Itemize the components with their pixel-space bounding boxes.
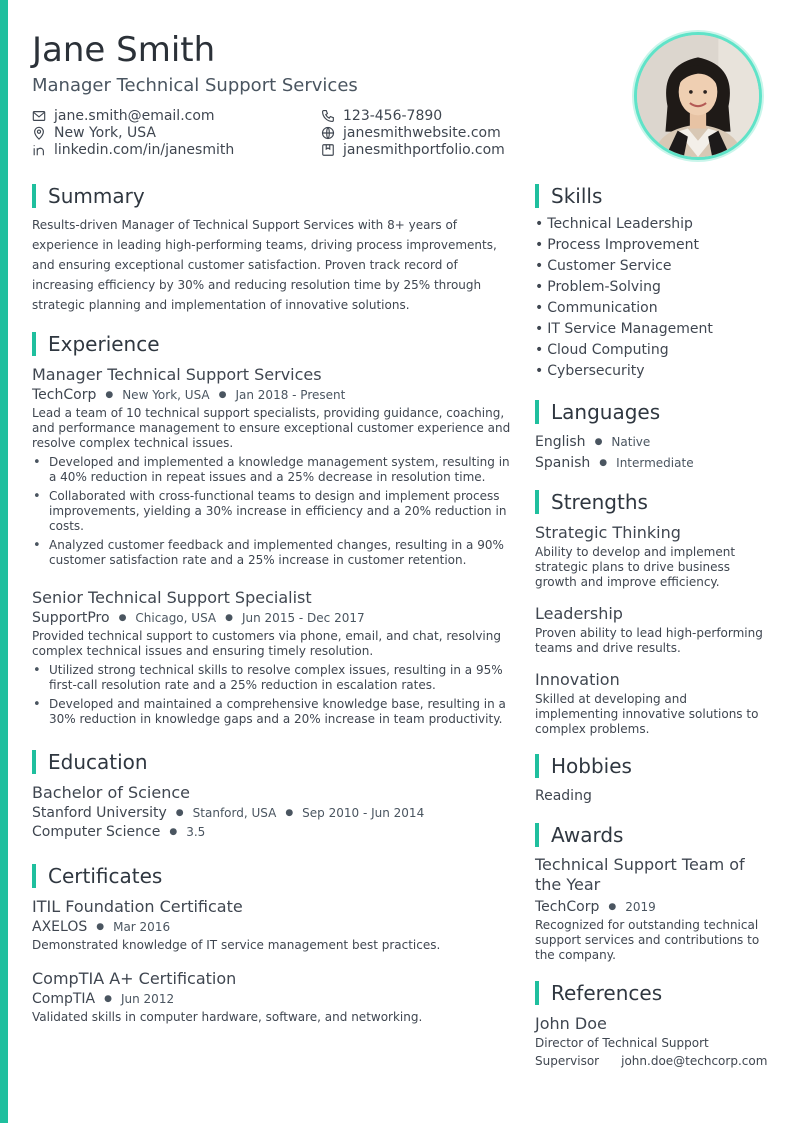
section-accent [535,754,539,778]
gpa: 3.5 [186,825,206,839]
section-accent [535,490,539,514]
certificate-description: Validated skills in computer hardware, software, and networking. [32,1010,423,1024]
section-accent [32,750,36,774]
strength-description: Skilled at developing and implementing innovative solutions to complex problems. [535,692,759,736]
languages-heading-text: Languages [551,400,661,424]
languages-heading [535,400,660,424]
job-bullets [32,455,512,568]
contact-linkedin-text: linkedin.com/in/janesmith [54,142,235,158]
candidate-name: Jane Smith [32,30,216,70]
certificate-meta [32,991,512,1007]
certificate-name: ITIL Foundation Certificate [32,897,243,916]
separator-dot: ● [594,436,603,447]
references-heading [535,981,662,1005]
hobbies-heading-text: Hobbies [551,754,632,778]
award-year: 2019 [625,900,656,914]
certificate-name: CompTIA A+ Certification [32,969,237,988]
strengths-heading [535,490,648,514]
experience-heading-text: Experience [48,332,160,356]
job-meta [32,387,512,403]
education-meta [32,805,512,821]
contact-website[interactable] [321,125,501,141]
reference-entry [535,1014,770,1068]
accent-bar [0,0,8,1123]
contact-linkedin[interactable] [32,142,234,158]
reference-relationship: Supervisor [535,1054,600,1068]
location-pin-icon [32,126,46,140]
skill-item: • Technical Leadership [535,216,693,232]
strength-description: Proven ability to lead high-performing teams and drive results. [535,626,763,655]
language-name: English [535,433,586,450]
experience-heading [32,332,160,356]
summary-text: Results-driven Manager of Technical Support Services with 8+ years of experience in leading high-performing teams, driving process improvements, and ensuring exceptional customer satisfaction. Proven track record of increasing efficiency by 30% and reducing resolution time by 25% through strategic planning and implementation of innovative solutions. [32,218,497,312]
award-entry [535,855,770,963]
award-organization: TechCorp [535,899,600,915]
contact-location-text: New York, USA [54,125,156,141]
references-heading-text: References [551,981,663,1005]
field-of-study: Computer Science [32,824,161,840]
job-description: Lead a team of 10 technical support specialists, providing guidance, coaching, and performance management to ensure exceptional customer experience and resolve complex technical issues. [32,406,511,450]
skill-item: • Cybersecurity [535,363,645,379]
skills-list [535,214,770,382]
award-title: Technical Support Team of the Year [535,855,745,894]
contact-phone[interactable] [321,108,442,124]
strength-title: Strategic Thinking [535,523,681,542]
contact-location [32,125,156,141]
certificate-issuer: AXELOS [32,919,88,935]
contact-website-text: janesmithwebsite.com [343,125,501,141]
job-description: Provided technical support to customers via phone, email, and chat, resolving complex technical issues and ensuring timely resolution. [32,629,501,658]
separator-dot: ● [608,902,617,912]
strength-description: Ability to develop and implement strategic plans to drive business growth and improve efficiency. [535,545,736,589]
list-item: • Analyzed customer feedback and implemented changes, resulting in a 90% customer satisfaction rate and a 25% increase in customer retention. [32,538,512,568]
certificate-date: Mar 2016 [113,920,171,934]
skill-item: • Problem-Solving [535,279,661,295]
contact-portfolio-text: janesmithportfolio.com [343,142,505,158]
contact-portfolio[interactable] [321,142,505,158]
job-dates: Jun 2015 - Dec 2017 [241,611,365,625]
section-accent [535,184,539,208]
skills-heading-text: Skills [551,184,603,208]
education-entry [32,783,512,840]
awards-heading-text: Awards [551,823,624,847]
separator-dot: ● [285,808,294,818]
strength-title: Leadership [535,604,623,623]
summary-heading-text: Summary [48,184,145,208]
award-meta [535,899,770,915]
job-meta [32,610,512,626]
certificates-heading [32,864,162,888]
job-title: Manager Technical Support Services [32,365,322,384]
hobbies-heading [535,754,632,778]
separator-dot: ● [118,613,127,623]
school: Stanford University [32,805,167,821]
skill-item: • Customer Service [535,258,672,274]
job-entry [32,588,512,727]
language-item [535,431,770,452]
job-dates: Jan 2018 - Present [235,388,346,402]
separator-dot: ● [225,613,233,623]
hobbies-list [535,786,770,807]
section-accent [535,400,539,424]
skill-item: • Process Improvement [535,237,700,253]
degree: Bachelor of Science [32,783,190,802]
separator-dot: ● [96,922,105,932]
award-description: Recognized for outstanding technical support services and contributions to the company. [535,918,760,962]
mail-icon [32,109,46,123]
skill-item: • Cloud Computing [535,342,669,358]
hobby-item: Reading [535,788,592,804]
certificate-issuer: CompTIA [32,991,96,1007]
contact-email[interactable] [32,108,215,124]
education-field-row [32,824,512,840]
strength-item [535,523,770,590]
strength-item [535,604,770,656]
list-item: • Developed and maintained a comprehensive knowledge base, resulting in a 30% reduction in knowledge gaps and a 20% increase in team productivity. [32,697,512,727]
job-company: SupportPro [32,610,110,626]
section-accent [32,864,36,888]
job-bullets [32,663,512,727]
education-heading [32,750,148,774]
language-item [535,452,770,473]
summary-section [32,215,512,315]
separator-dot: ● [599,457,608,468]
strengths-heading-text: Strengths [551,490,648,514]
separator-dot: ● [169,827,178,837]
language-level: Intermediate [616,455,694,470]
list-item: • Collaborated with cross-functional teams to design and implement process improvements, yielding a 30% increase in efficiency and a 20% reduction in costs. [32,489,512,534]
languages-list [535,431,770,473]
job-title: Senior Technical Support Specialist [32,588,312,607]
summary-heading [32,184,145,208]
contact-phone-text: 123-456-7890 [343,108,443,124]
phone-icon [321,109,335,123]
candidate-title: Manager Technical Support Services [32,75,358,96]
school-location: Stanford, USA [192,806,277,820]
separator-dot: ● [175,808,184,818]
globe-icon [321,126,335,140]
language-level: Native [611,434,651,449]
contact-email-text: jane.smith@email.com [54,108,215,124]
reference-name: John Doe [535,1014,607,1033]
skill-item: • IT Service Management [535,321,713,337]
language-name: Spanish [535,454,591,471]
certificate-meta [32,919,512,935]
job-company: TechCorp [32,387,97,403]
skills-heading [535,184,602,208]
profile-photo [634,32,762,160]
certificates-heading-text: Certificates [48,864,163,888]
strength-title: Innovation [535,670,620,689]
section-accent [32,184,36,208]
linkedin-icon [32,143,46,157]
job-location: Chicago, USA [135,611,217,625]
certificate-date: Jun 2012 [120,992,175,1006]
awards-heading [535,823,623,847]
separator-dot: ● [218,390,227,400]
list-item: • Utilized strong technical skills to resolve complex issues, resulting in a 95% first-call resolution rate and a 25% reduction in escalation rates. [32,663,512,693]
strength-item [535,670,770,737]
reference-contact-row [535,1054,770,1068]
section-accent [535,823,539,847]
certificate-entry [32,969,512,1025]
separator-dot: ● [105,390,114,400]
job-entry [32,365,512,568]
portfolio-icon [321,143,335,157]
certificate-description: Demonstrated knowledge of IT service management best practices. [32,938,441,952]
certificate-entry [32,897,512,953]
job-location: New York, USA [122,388,210,402]
separator-dot: ● [104,994,112,1004]
section-accent [535,981,539,1005]
education-heading-text: Education [48,750,148,774]
education-dates: Sep 2010 - Jun 2014 [302,806,425,820]
skill-item: • Communication [535,300,658,316]
section-accent [32,332,36,356]
list-item: • Developed and implemented a knowledge management system, resulting in a 40% reduction in repeat issues and a 25% decrease in resolution time. [32,455,512,485]
reference-email[interactable]: john.doe@techcorp.com [621,1054,768,1068]
reference-position: Director of Technical Support [535,1036,709,1050]
